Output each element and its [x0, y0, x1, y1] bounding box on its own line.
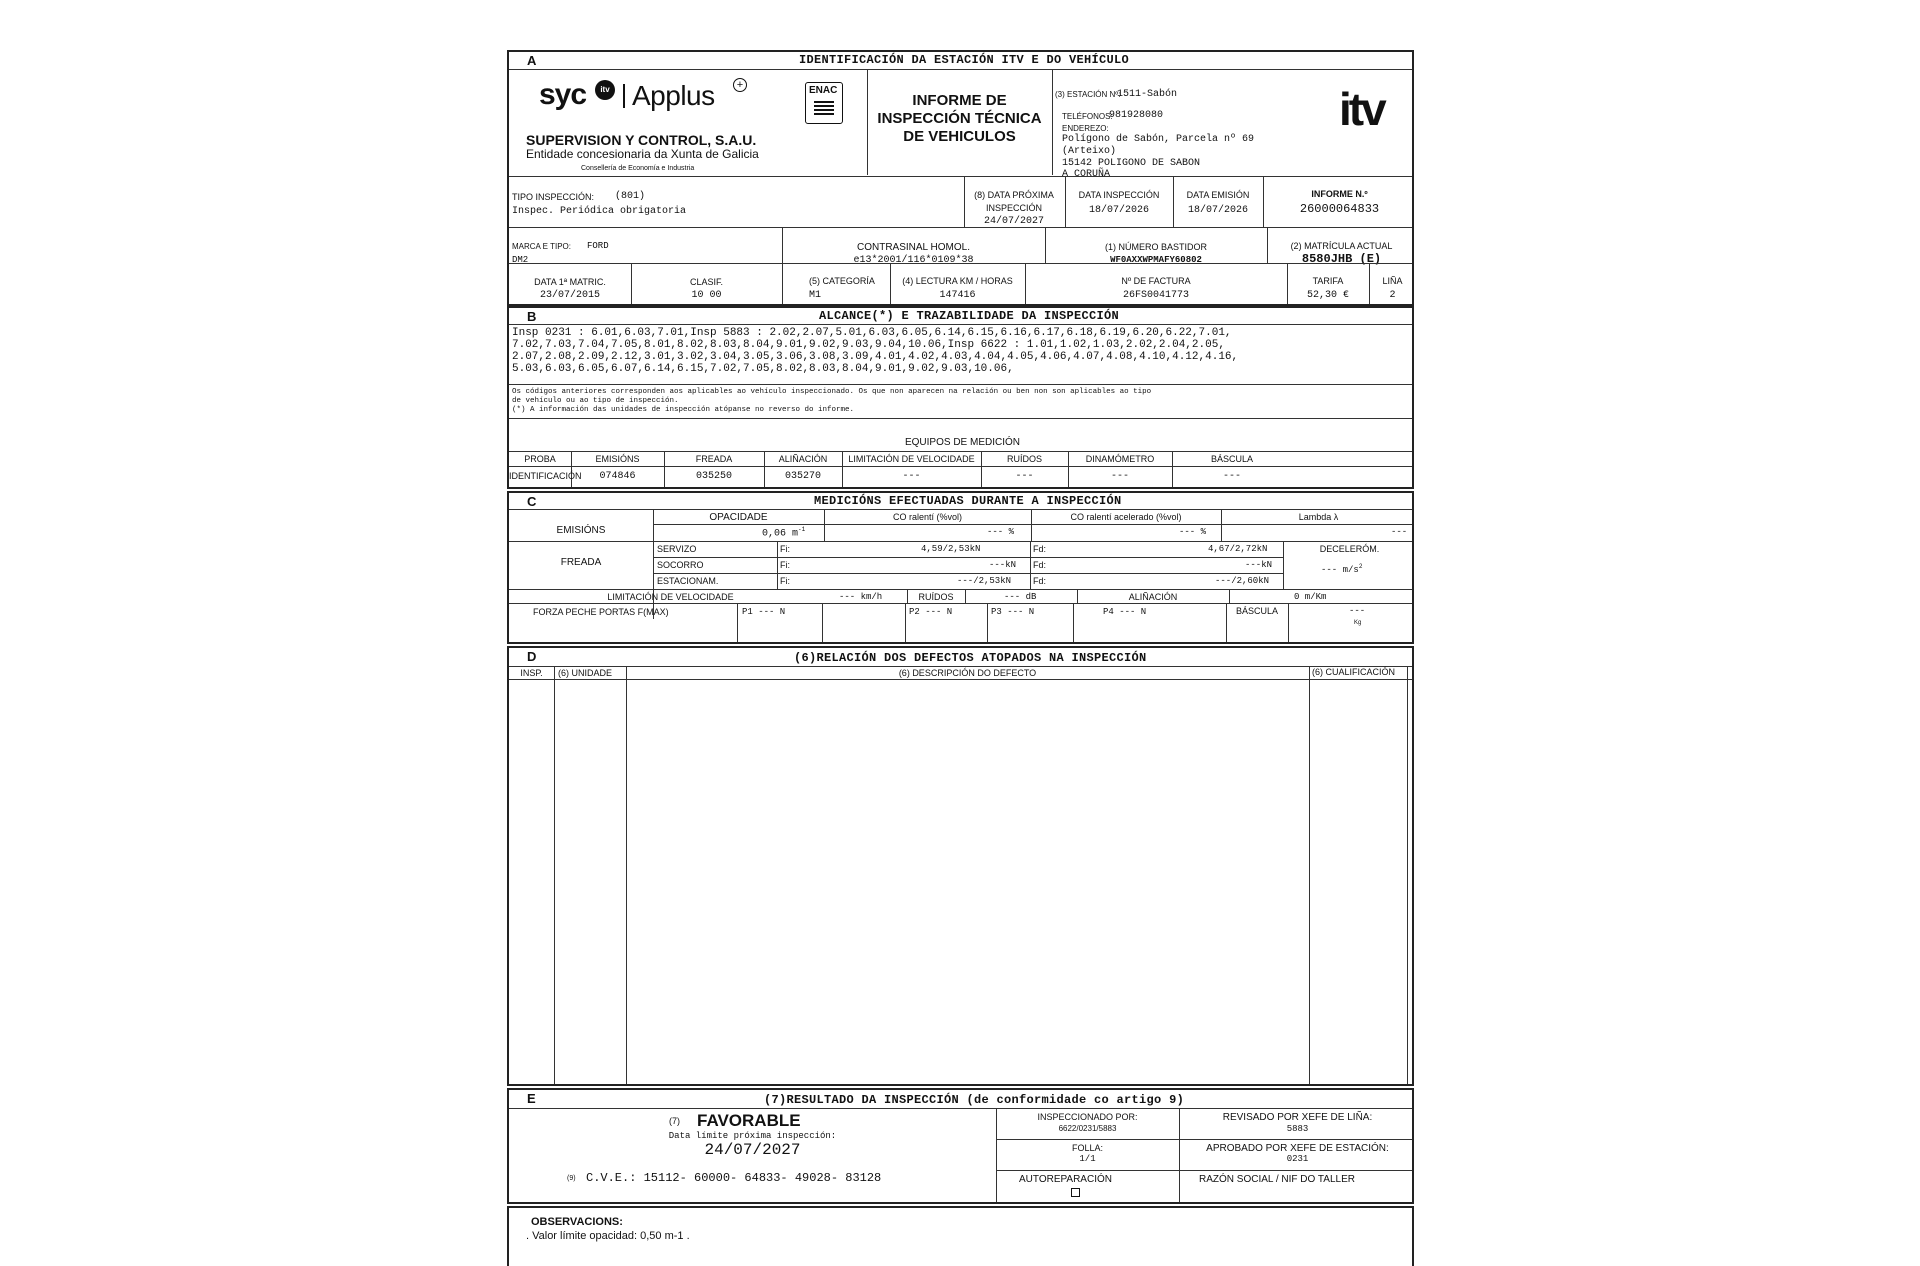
tipo-label: TIPO INSPECCIÓN: [512, 192, 595, 202]
observations-text: . Valor límite opacidad: 0,50 m-1 . [526, 1230, 690, 1242]
section-d-title: (6)RELACIÓN DOS DEFECTOS ATOPADOS NA INSPECCIÓN [794, 651, 1147, 665]
workshop-label: RAZÓN SOCIAL / NIF DO TALLER [1199, 1174, 1355, 1185]
parking-fd-value: ---/2,60kN [1215, 576, 1270, 586]
self-repair-checkbox[interactable] [1071, 1188, 1080, 1197]
alignment-value: 0 m/Km [1294, 592, 1327, 602]
door-force-label: FORZA PECHE PORTAS F(MAX) [533, 607, 669, 617]
sheet-label: FOLLA: [1071, 1143, 1103, 1153]
emissions-label: EMISIÓNS [556, 525, 606, 536]
syc-applus-logo [539, 78, 759, 120]
station-label: (3) ESTACIÓN Nº: [1055, 90, 1121, 99]
parking-fi-label: Fi: [780, 576, 790, 586]
opacity-value [762, 527, 805, 540]
decelerometer-value [1321, 564, 1362, 575]
brand-value: FORD [587, 241, 609, 251]
next-inspection-label-1: (8) DATA PRÓXIMA [974, 190, 1054, 200]
equip-header-braking: FREADA [695, 454, 733, 464]
next-inspection-label-2: INSPECCIÓN [985, 203, 1042, 213]
co-accel-label: CO ralentí acelerado (%vol) [1070, 512, 1182, 522]
report-title-3: DE VEHICULOS [903, 128, 1016, 145]
inspection-date-value: 18/07/2026 [1088, 205, 1149, 216]
section-e-title: (7)RESULTADO DA INSPECCIÓN (de conformidade co artigo 9) [764, 1093, 1185, 1107]
scale-unit: Kg [1354, 620, 1362, 626]
category-value: M1 [809, 290, 822, 301]
scope-line-4: 5.03,6.03,6.05,6.07,6.14,6.15,7.02,7.05,8.02,8.03,8.04,9.01,9.02,9.03,10.06, [512, 363, 1014, 375]
itv-badge: itv [595, 80, 615, 100]
address-line-1: Polígono de Sabón, Parcela nº 69 [1062, 134, 1255, 145]
observations-label: OBSERVACIONS: [531, 1216, 623, 1228]
homologation-value: e13*2001/116*0109*38 [853, 255, 974, 266]
inspection-report [507, 50, 1414, 1260]
decelerometer-label: DECELERÓM. [1319, 544, 1380, 554]
tipo-desc: Inspec. Periódica obrigatoria [512, 206, 687, 217]
braking-label: FREADA [560, 557, 602, 568]
decelerometer-number: --- m/s [1321, 565, 1359, 575]
opacity-label: OPACIDADE [709, 512, 768, 523]
equip-value-speed: --- [902, 471, 921, 482]
observations-section [507, 1206, 1414, 1266]
parking-fd-label: Fd: [1033, 576, 1047, 586]
plate-value: 8580JHB (E) [1301, 252, 1382, 266]
section-d [507, 646, 1414, 1086]
inspection-result: FAVORABLE [697, 1111, 801, 1130]
category-label: (5) CATEGORÍA [809, 276, 875, 286]
address-line-3: 15142 POLIGONO DE SABON [1062, 158, 1201, 169]
door-p4: P4 --- N [1103, 607, 1147, 617]
defects-col-description: (6) DESCRIPCIÓN DO DEFECTO [898, 668, 1037, 678]
service-brake-label: SERVIZO [657, 544, 697, 554]
service-fd-label: Fd: [1033, 544, 1047, 554]
report-title-2: INSPECCIÓN TÉCNICA [877, 110, 1042, 127]
revised-by-label: REVISADO POR XEFE DE LIÑA: [1222, 1112, 1373, 1123]
syc-logo-text: syc [539, 78, 587, 111]
department-text: Consellería de Economía e Industria [581, 165, 695, 172]
result-prefix: (7) [669, 1116, 680, 1126]
equip-value-braking: 035250 [695, 471, 732, 482]
invoice-value: 26FS0041773 [1122, 290, 1189, 301]
approved-by-value: 0231 [1286, 1154, 1309, 1164]
address-line-4: A CORUÑA [1062, 169, 1111, 180]
defects-col-unit: (6) UNIDADE [558, 668, 613, 678]
applus-logo-text: Applus [632, 80, 715, 111]
self-repair-label: AUTOREPARACIÓN [1019, 1174, 1112, 1185]
scope-note-3: (*) A información das unidades de inspección atópanse no reverso do informe. [512, 406, 855, 414]
phones-value: 981928080 [1109, 110, 1164, 121]
classification-label: CLASIF. [689, 277, 723, 287]
equip-header-proba: PROBA [524, 454, 556, 464]
cve-code: C.V.E.: 15112- 60000- 64833- 49028- 83128 [586, 1171, 882, 1185]
inspection-date-label: DATA INSPECCIÓN [1078, 190, 1160, 200]
emergency-fi-value: ---kN [989, 560, 1017, 570]
km-value: 147416 [939, 290, 976, 301]
sheet-value: 1/1 [1079, 1154, 1096, 1164]
emission-date-label: DATA EMISIÓN [1186, 190, 1250, 200]
revised-by-value: 5883 [1286, 1124, 1309, 1134]
approved-by-label: APROBADO POR XEFE DE ESTACIÓN: [1206, 1143, 1389, 1154]
speed-limit-value: --- km/h [839, 592, 883, 602]
chassis-value: WF0AXXWPMAFY60802 [1110, 255, 1202, 265]
decelerometer-exponent: 2 [1358, 563, 1363, 570]
scope-line-1: Insp 0231 : 6.01,6.03,7.01,Insp 5883 : 2.02,2.07,5.01,6.03,6.05,6.14,6.15,6.16,6.17,6.18,6.19,6.20,6.22,7.01, [512, 327, 1232, 339]
opacity-number: 0,06 m [762, 528, 799, 540]
emission-date-value: 18/07/2026 [1187, 205, 1248, 216]
section-b-letter: B [527, 309, 537, 324]
equip-value-noise: --- [1015, 471, 1034, 482]
scope-line-2: 7.02,7.03,7.04,7.05,8.01,8.02,8.03,8.04,9.01,9.02,9.03,9.04,10.06,Insp 6622 : 1.01,1.02,1.03,2.02,2.04,2.05, [512, 339, 1225, 351]
equip-header-scale: BÁSCULA [1210, 454, 1254, 464]
equip-header-noise: RUÍDOS [1006, 454, 1042, 464]
concession-text: Entidade concesionaria da Xunta de Galicia [526, 147, 759, 161]
equip-header-dyno: DINAMÓMETRO [1085, 454, 1155, 464]
service-fi-value: 4,59/2,53kN [921, 544, 981, 554]
section-a [507, 50, 1414, 306]
section-a-title: IDENTIFICACIÓN DA ESTACIÓN ITV E DO VEHÍCULO [799, 53, 1130, 67]
equip-header-emissions: EMISIÓNS [595, 454, 640, 464]
company-name: SUPERVISION Y CONTROL, S.A.U. [526, 132, 757, 148]
emergency-fi-label: Fi: [780, 560, 790, 570]
applus-plus-icon: + [733, 78, 747, 92]
address-line-2: (Arteixo) [1062, 146, 1117, 157]
emergency-fd-label: Fd: [1033, 560, 1047, 570]
tarifa-label: TARIFA [1312, 276, 1344, 286]
section-d-letter: D [527, 649, 537, 664]
invoice-label: Nº DE FACTURA [1121, 276, 1191, 286]
first-registration-label: DATA 1ª MATRIC. [534, 277, 606, 287]
address-label: ENDEREZO: [1062, 124, 1109, 133]
equip-header-speed: LIMITACIÓN DE VELOCIDADE [848, 454, 975, 464]
service-fd-value: 4,67/2,72kN [1208, 544, 1268, 554]
tipo-code: (801) [615, 191, 646, 202]
equipment-title: EQUIPOS DE MEDICIÓN [904, 437, 1020, 448]
equip-value-scale: --- [1222, 471, 1241, 482]
co-idle-value: --- % [987, 527, 1015, 537]
scope-line-3: 2.07,2.08,2.09,2.12,3.01,3.02,3.04,3.05,3.06,3.08,3.09,4.01,4.02,4.03,4.04,4.05,4.06,4.07,4.08,4.10,4.12,4.16, [512, 351, 1239, 363]
section-a-letter: A [527, 53, 537, 68]
first-registration-value: 23/07/2015 [539, 290, 600, 301]
parking-brake-label: ESTACIONAM. [657, 576, 719, 586]
phones-label: TELÉFONOS: [1062, 112, 1113, 121]
equip-value-proba: IDENTIFICACIÓN [509, 471, 582, 481]
lambda-value: --- [1391, 527, 1408, 537]
inspected-by-value: 6622/0231/5883 [1058, 1124, 1117, 1133]
scope-note-2: de vehículo ou ao tipo de inspección. [512, 397, 679, 405]
door-p2: P2 --- N [909, 607, 953, 617]
parking-fi-value: ---/2,53kN [957, 576, 1012, 586]
report-number-label: INFORME N.º [1311, 189, 1368, 199]
scale-value: --- [1349, 606, 1366, 616]
speed-limit-label: LIMITACIÓN DE VELOCIDADE [607, 592, 734, 602]
co-idle-label: CO ralentí (%vol) [892, 512, 963, 522]
homologation-label: CONTRASINAL HOMOL. [857, 242, 970, 253]
scale-label: BÁSCULA [1235, 606, 1279, 616]
door-p3: P3 --- N [991, 607, 1035, 617]
next-limit-label: Data límite próxima inspección: [668, 1131, 837, 1141]
emergency-fd-value: ---kN [1245, 560, 1273, 570]
km-label: (4) LECTURA KM / HORAS [902, 276, 1013, 286]
section-e-letter: E [527, 1091, 536, 1106]
station-value: 1511-Sabón [1117, 89, 1178, 100]
co-accel-value: --- % [1179, 527, 1207, 537]
line-value: 2 [1389, 290, 1396, 301]
logo-divider [623, 84, 625, 108]
lambda-label: Lambda λ [1298, 512, 1339, 522]
emergency-brake-label: SOCORRO [657, 560, 704, 570]
enac-text: ENAC [809, 85, 838, 96]
plate-label: (2) MATRÍCULA ACTUAL [1290, 241, 1393, 251]
door-p1: P1 --- N [742, 607, 786, 617]
tarifa-value: 52,30 € [1306, 290, 1349, 301]
itv-logo: itv [1339, 83, 1384, 135]
next-inspection-value: 24/07/2027 [983, 216, 1044, 227]
service-fi-label: Fi: [780, 544, 790, 554]
equip-header-alignment: ALIÑACIÓN [778, 454, 828, 464]
section-c-title: MEDICIÓNS EFECTUADAS DURANTE A INSPECCIÓN [814, 494, 1122, 508]
defects-col-insp: INSP. [520, 668, 543, 678]
section-e [507, 1088, 1414, 1204]
report-number-value: 26000064833 [1299, 202, 1380, 216]
defects-col-qualification: (6) CUALIFICACIÓN [1312, 667, 1396, 677]
report-title-1: INFORME DE [912, 92, 1007, 109]
next-limit-value: 24/07/2027 [704, 1141, 801, 1159]
classification-value: 10 00 [691, 290, 722, 301]
chassis-label: (1) NÚMERO BASTIDOR [1104, 242, 1207, 252]
type-value: DM2 [512, 255, 529, 265]
noise-label: RUÍDOS [918, 592, 954, 602]
equip-value-alignment: 035270 [784, 471, 821, 482]
opacity-unit-exponent: -1 [798, 526, 806, 533]
line-label: LIÑA [1382, 276, 1403, 286]
cve-prefix: (9) [567, 1175, 576, 1182]
noise-value: --- dB [1004, 592, 1037, 602]
inspected-by-label: INSPECCIONADO POR: [1037, 1112, 1138, 1122]
section-b [507, 306, 1414, 489]
section-c-letter: C [527, 494, 537, 509]
enac-bars [814, 101, 834, 117]
equip-value-dyno: --- [1110, 471, 1129, 482]
section-b-title: ALCANCE(*) E TRAZABILIDADE DA INSPECCIÓN [819, 309, 1120, 323]
section-c [507, 491, 1414, 644]
brand-label: MARCA E TIPO: [512, 242, 571, 251]
equip-value-emissions: 074846 [599, 471, 636, 482]
enac-logo [805, 82, 843, 124]
alignment-label: ALIÑACIÓN [1128, 592, 1178, 602]
scope-note-1: Os códigos anteriores corresponden aos aplicables ao vehículo inspeccionado. Os que non aparecen na relación ou ben non son aplicables ao tipo [512, 388, 1152, 396]
